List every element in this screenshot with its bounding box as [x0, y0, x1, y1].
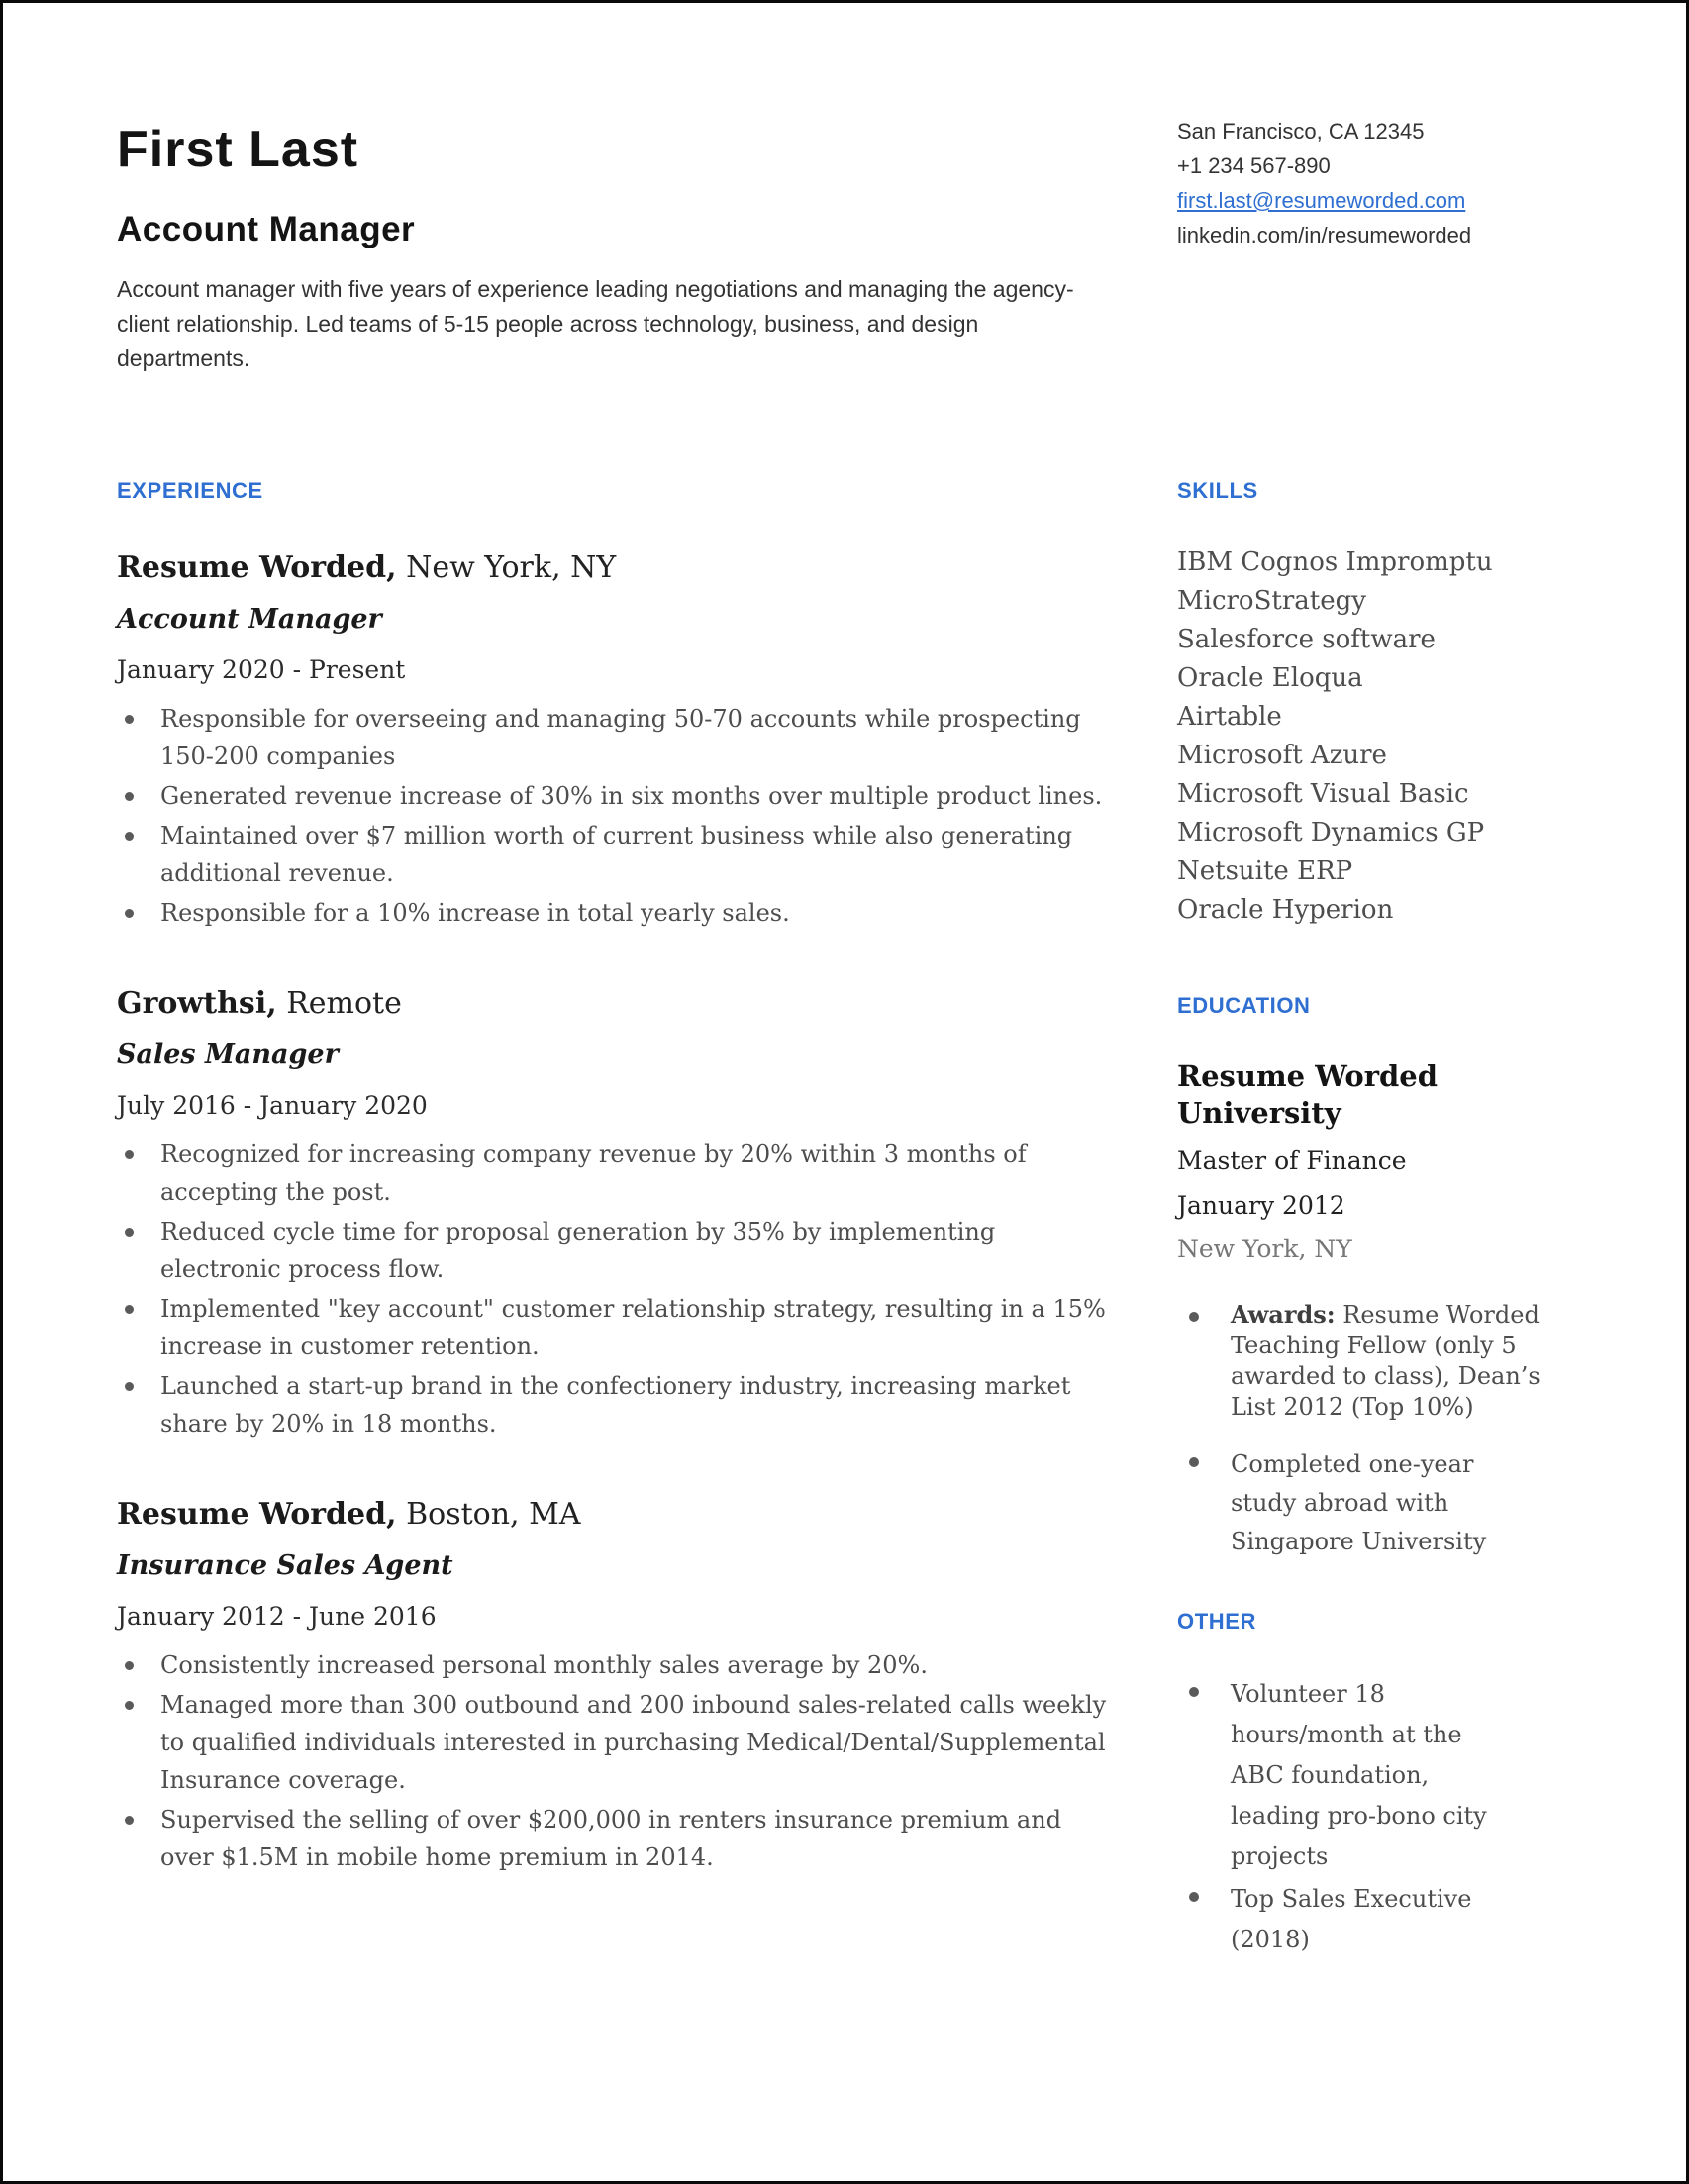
education-bullet-text: Resume Worded Teaching Fellow (only 5 awarded to class), Dean’s List 2012 (Top 10%) — [1231, 1301, 1540, 1421]
job-entry — [117, 549, 1112, 932]
jobs — [117, 549, 1112, 1876]
job-bullet: Responsible for a 10% increase in total yearly sales. — [117, 894, 1107, 932]
job-dates: January 2020 - Present — [117, 655, 406, 684]
skill-item: Airtable — [1177, 702, 1282, 732]
education-school: Resume Worded University — [1177, 1059, 1439, 1130]
skills-section — [1177, 478, 1642, 930]
job-bullet: Launched a start-up brand in the confectionery industry, increasing market share by 20% in 18 months. — [117, 1367, 1107, 1442]
company-name: Growthsi, — [117, 986, 277, 1021]
education-location: New York, NY — [1177, 1235, 1352, 1263]
candidate-summary: Account manager with five years of experience leading negotiations and managing the agency-client relationship. Led teams of 5-15 people across technology, business, and design departments. — [117, 276, 1074, 371]
job-bullet-list — [117, 1646, 1112, 1876]
job-dates: July 2016 - January 2020 — [117, 1091, 428, 1120]
experience-section — [117, 478, 1112, 1930]
skills-heading: SKILLS — [1177, 478, 1258, 503]
job-bullet: Managed more than 300 outbound and 200 inbound sales-related calls weekly to qualified individuals interested in purchasing Medical/Dental/Supplemental Insurance coverage. — [117, 1686, 1107, 1799]
education-bullet — [1177, 1299, 1541, 1423]
awards-label: Awards: — [1231, 1300, 1336, 1329]
job-dates: January 2012 - June 2016 — [117, 1602, 437, 1631]
header-left — [117, 120, 1107, 376]
job-entry — [117, 1496, 1112, 1876]
contact-linkedin: linkedin.com/in/resumeworded — [1177, 223, 1472, 248]
other-bullet: Top Sales Executive (2018) — [1177, 1879, 1522, 1960]
job-role: Insurance Sales Agent — [117, 1550, 453, 1581]
job-bullet: Consistently increased personal monthly sales average by 20%. — [117, 1646, 1107, 1684]
job-bullet: Supervised the selling of over $200,000 in renters insurance premium and over $1.5M in mobile home premium in 2014. — [117, 1801, 1107, 1876]
contact-email-link[interactable]: first.last@resumeworded.com — [1177, 188, 1466, 213]
other-section — [1177, 1609, 1642, 1960]
skill-item: Oracle Hyperion — [1177, 895, 1394, 925]
skill-item: Netsuite ERP — [1177, 856, 1353, 886]
job-bullet: Recognized for increasing company revenue by 20% within 3 months of accepting the post. — [117, 1136, 1107, 1211]
company-line — [117, 549, 1112, 587]
education-section — [1177, 993, 1642, 1561]
job-bullet-list — [117, 1136, 1112, 1442]
sidebar-column — [1177, 478, 1642, 1962]
job-bullet: Responsible for overseeing and managing 50-70 accounts while prospecting 150-200 companies — [117, 700, 1107, 775]
company-location: Boston, MA — [396, 1497, 581, 1532]
skill-item: Microsoft Visual Basic — [1177, 779, 1469, 809]
company-name: Resume Worded, — [117, 550, 397, 585]
other-bullets — [1177, 1674, 1522, 1960]
job-bullet: Generated revenue increase of 30% in six months over multiple product lines. — [117, 777, 1107, 815]
skill-item: MicroStrategy — [1177, 586, 1366, 616]
company-line — [117, 1496, 1112, 1534]
experience-heading: EXPERIENCE — [117, 478, 263, 503]
other-bullet: Volunteer 18 hours/month at the ABC foundation, leading pro-bono city projects — [1177, 1674, 1522, 1877]
skill-item: IBM Cognos Impromptu — [1177, 547, 1493, 577]
job-bullet: Maintained over $7 million worth of current business while also generating additional revenue. — [117, 817, 1107, 892]
education-bullet-text: Completed one-year study abroad with Singapore University — [1231, 1450, 1487, 1555]
job-bullet: Implemented "key account" customer relationship strategy, resulting in a 15% increase in customer retention. — [117, 1290, 1107, 1365]
job-bullet: Reduced cycle time for proposal generation by 35% by implementing electronic process flow. — [117, 1213, 1107, 1288]
skill-item: Microsoft Dynamics GP — [1177, 818, 1485, 847]
candidate-title: Account Manager — [117, 210, 416, 248]
skill-item: Oracle Eloqua — [1177, 663, 1363, 693]
skills-list — [1177, 544, 1642, 930]
company-location: New York, NY — [396, 550, 617, 585]
company-name: Resume Worded, — [117, 1497, 397, 1532]
education-date: January 2012 — [1177, 1191, 1345, 1220]
skill-item: Microsoft Azure — [1177, 741, 1387, 770]
contact-location: San Francisco, CA 12345 — [1177, 119, 1425, 144]
contact-phone: +1 234 567-890 — [1177, 153, 1331, 178]
education-bullet — [1177, 1444, 1541, 1561]
company-location: Remote — [276, 986, 402, 1021]
education-heading: EDUCATION — [1177, 993, 1311, 1018]
company-line — [117, 985, 1112, 1023]
job-bullet-list — [117, 700, 1112, 932]
job-entry — [117, 985, 1112, 1442]
contact-block — [1177, 114, 1633, 252]
job-role: Sales Manager — [117, 1040, 339, 1070]
other-heading: OTHER — [1177, 1609, 1256, 1634]
job-role: Account Manager — [117, 604, 382, 635]
skill-item: Salesforce software — [1177, 625, 1436, 654]
candidate-name: First Last — [117, 121, 359, 178]
education-degree: Master of Finance — [1177, 1146, 1407, 1175]
education-bullets — [1177, 1299, 1541, 1561]
